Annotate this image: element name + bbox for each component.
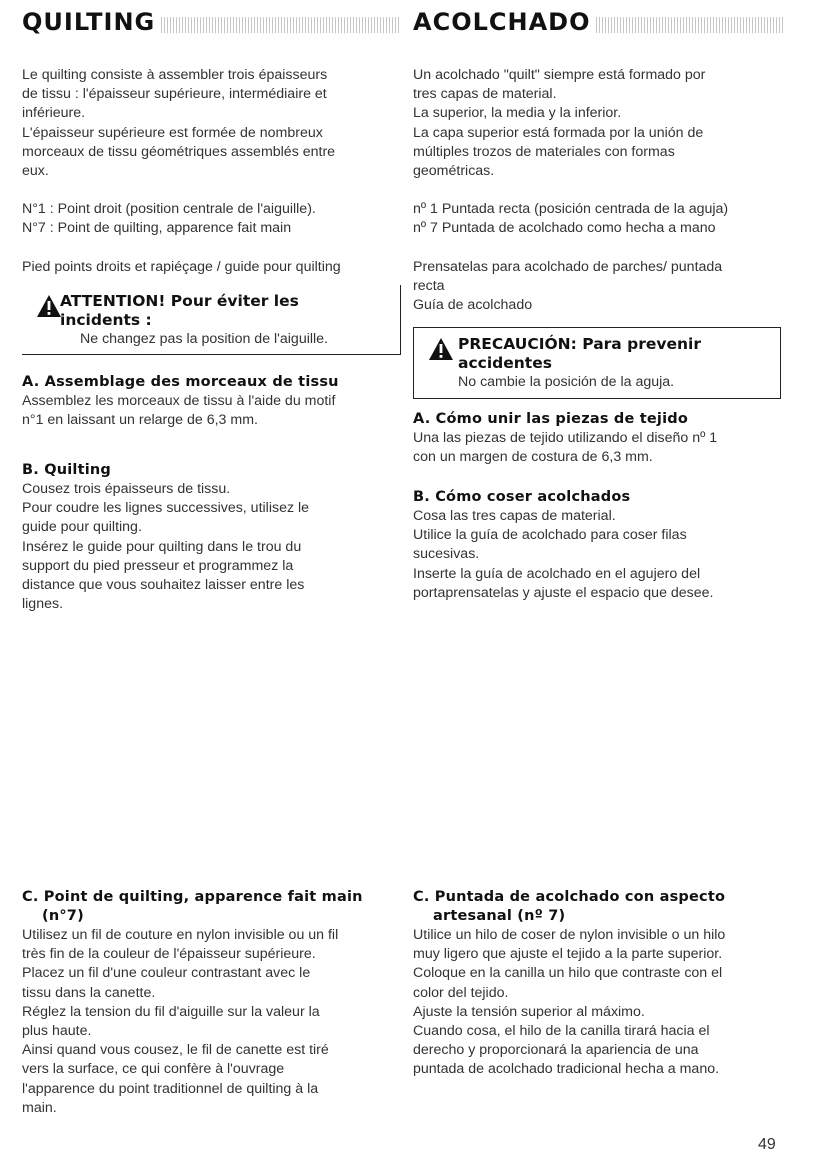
text-line: Cosa las tres capas de material.	[413, 508, 616, 524]
warning-title-2	[458, 354, 552, 373]
es-section-c	[413, 888, 808, 1080]
text-line: Ainsi quand vous cousez, le fil de canette est tiré	[22, 1042, 329, 1059]
es-section-b	[413, 488, 793, 603]
text-line: Utilice la guía de acolchado para coser filas	[413, 527, 687, 544]
page-title-es: ACOLCHADO	[413, 8, 591, 36]
text-line: Pour coudre les lignes successives, utilisez le	[22, 500, 310, 517]
section-heading-line: C. Point de quilting, apparence fait main	[22, 889, 363, 905]
text-line: geométricas.	[413, 163, 495, 180]
es-section-a	[413, 410, 793, 467]
text-line: guide pour quilting.	[22, 519, 142, 536]
text-line: con un margen de costura de 6,3 mm.	[413, 449, 653, 466]
es-presser-foot	[413, 258, 793, 316]
section-heading-line: artesanal (nº 7)	[433, 908, 566, 924]
text-line: Réglez la tension du fil d'aiguille sur la valeur la	[22, 1003, 320, 1020]
section-heading-line: C. Puntada de acolchado con aspecto	[413, 889, 726, 905]
warning-text: No cambie la posición de la aguja.	[458, 374, 675, 390]
text-line: distance que vous souhaitez laisser entre les	[22, 577, 305, 594]
warning-title-line: ATTENTION! Pour éviter les	[60, 292, 299, 310]
text-line: Cousez trois épaisseurs de tissu.	[22, 481, 231, 497]
text-line: Ajuste la tensión superior al máximo.	[413, 1003, 645, 1020]
page-title-fr: QUILTING	[22, 8, 156, 36]
text-line: color del tejido.	[413, 984, 509, 1001]
text-line: Placez un fil d'une couleur contrastant avec le	[22, 965, 311, 982]
text-line: morceaux de tissu géométriques assemblés entre	[22, 143, 336, 160]
text-line: muy ligero que ajuste el tejido a la parte superior.	[413, 946, 723, 963]
fr-section-a	[22, 373, 402, 430]
presser-foot-text: recta	[413, 278, 445, 295]
page-number: 49	[758, 1136, 776, 1153]
stitch-item: N°7 : Point de quilting, apparence fait main	[22, 220, 292, 237]
stitch-item: nº 1 Puntada recta (posición centrada de la aguja)	[413, 201, 729, 217]
section-heading	[22, 888, 407, 926]
text-line: Una las piezas de tejido utilizando el diseño nº 1	[413, 430, 718, 446]
text-line: L'épaisseur supérieure est formée de nombreux	[22, 124, 323, 141]
text-line: tres capas de material.	[413, 86, 557, 103]
es-stitch-list	[413, 200, 808, 238]
text-line: puntada de acolchado tradicional hecha a mano.	[413, 1061, 720, 1078]
fr-presser-foot	[22, 258, 407, 277]
text-line: plus haute.	[22, 1023, 92, 1040]
text-line: tissu dans la canette.	[22, 984, 156, 1001]
section-heading	[413, 888, 808, 926]
warning-icon	[428, 337, 454, 361]
text-line: Coloque en la canilla un hilo que contraste con el	[413, 965, 723, 982]
text-line: La capa superior está formada por la unión de	[413, 124, 704, 141]
text-line: Cuando cosa, el hilo de la canilla tirará hacia el	[413, 1023, 710, 1040]
title-quilting	[22, 4, 400, 40]
warning-title	[60, 292, 299, 311]
text-line: main.	[22, 1099, 57, 1116]
warning-text: Ne changez pas la position de l'aiguille.	[80, 331, 328, 347]
presser-foot-text: Prensatelas para acolchado de parches/ puntada	[413, 259, 723, 275]
title-rule-es	[596, 17, 783, 33]
presser-foot-text: Guía de acolchado	[413, 297, 533, 314]
warning-title-line: PRECAUCIÓN: Para prevenir	[458, 335, 702, 353]
text-line: Le quilting consiste à assembler trois épaisseurs	[22, 67, 328, 83]
text-line: Assemblez les morceaux de tissu à l'aide du motif	[22, 393, 336, 409]
presser-foot-text: Pied points droits et rapiéçage / guide pour quilting	[22, 259, 341, 275]
fr-warning-box	[22, 285, 401, 355]
section-heading: A. Cómo unir las piezas de tejido	[413, 411, 689, 427]
text-line: derecho y proporcionará la apariencia de una	[413, 1042, 699, 1059]
title-rule-fr	[161, 17, 400, 33]
section-heading: A. Assemblage des morceaux de tissu	[22, 374, 339, 390]
text-line: l'apparence du point traditionnel de quilting à la	[22, 1080, 319, 1097]
stitch-item: nº 7 Puntada de acolchado como hecha a mano	[413, 220, 716, 237]
section-heading: B. Cómo coser acolchados	[413, 489, 631, 505]
text-line: très fin de la couleur de l'épaisseur supérieure.	[22, 946, 316, 963]
text-line: Utilice un hilo de coser de nylon invisible o un hilo	[413, 927, 726, 943]
text-line: Inserte la guía de acolchado en el agujero del	[413, 565, 701, 582]
text-line: eux.	[22, 163, 49, 180]
text-line: support du pied presseur et programmez la	[22, 557, 294, 574]
fr-intro	[22, 66, 402, 181]
text-line: Utilisez un fil de couture en nylon invisible ou un fil	[22, 927, 339, 943]
fr-section-c	[22, 888, 407, 1118]
fr-section-b	[22, 461, 402, 614]
section-heading: B. Quilting	[22, 462, 112, 478]
section-heading-line: (n°7)	[42, 908, 84, 924]
title-acolchado	[413, 4, 783, 40]
warning-title	[458, 335, 701, 354]
text-line: de tissu : l'épaisseur supérieure, intermédiaire et	[22, 86, 327, 103]
es-intro	[413, 66, 793, 181]
text-line: Un acolchado "quilt" siempre está formado por	[413, 67, 706, 83]
es-warning-box	[413, 327, 781, 399]
text-line: Insérez le guide pour quilting dans le trou du	[22, 538, 302, 555]
text-line: La superior, la media y la inferior.	[413, 105, 622, 122]
text-line: portaprensatelas y ajuste el espacio que desee.	[413, 584, 714, 601]
warning-title-line: accidentes	[458, 354, 552, 372]
text-line: múltiples trozos de materiales con formas	[413, 143, 675, 160]
text-line: n°1 en laissant un relarge de 6,3 mm.	[22, 412, 258, 429]
text-line: inférieure.	[22, 105, 86, 122]
warning-title-2	[60, 311, 152, 330]
text-line: sucesivas.	[413, 546, 480, 563]
text-line: vers la surface, ce qui confère à l'ouvrage	[22, 1061, 285, 1078]
warning-title-line: incidents :	[60, 311, 152, 329]
text-line: lignes.	[22, 596, 64, 613]
stitch-item: N°1 : Point droit (position centrale de l'aiguille).	[22, 201, 316, 217]
fr-stitch-list	[22, 200, 402, 238]
warning-icon	[36, 294, 62, 318]
